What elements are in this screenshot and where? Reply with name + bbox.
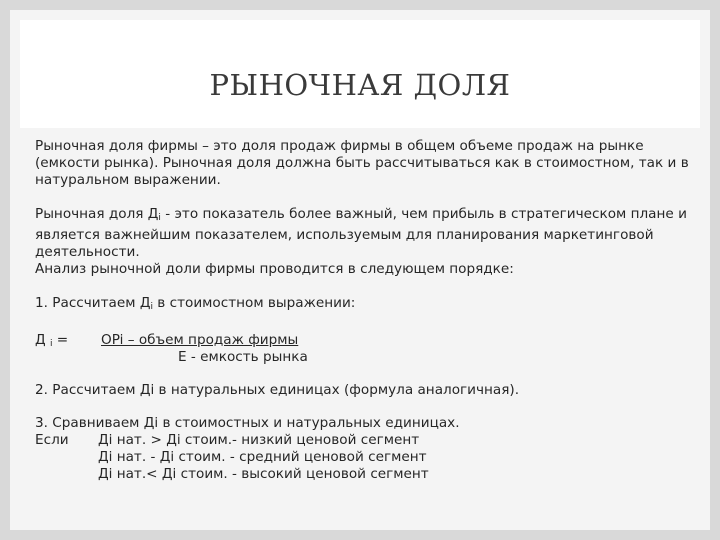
step-1-subscript: i [150, 302, 153, 312]
if-label: Если [35, 432, 69, 448]
comparison-low: Дi нат. > Дi стоим.- низкий ценовой сегмент [98, 432, 420, 448]
slide-body [35, 138, 695, 483]
importance-rest: - это показатель более важный, чем прибыль в стратегическом плане и является важнейшим показателем, используемым для планирования маркетинговой деятельности. [35, 206, 687, 260]
importance-subscript: i [158, 213, 161, 223]
slide-title: РЫНОЧНАЯ ДОЛЯ [209, 68, 511, 102]
formula-equals: = [52, 332, 69, 348]
step-1-prefix: 1. Рассчитаем Д [35, 295, 151, 311]
paragraph-importance [35, 206, 695, 261]
formula-subscript: i [49, 339, 53, 349]
formula-denominator: E - емкость рынка [178, 349, 308, 365]
slide [10, 10, 710, 530]
comparison-row-high [35, 466, 695, 483]
importance-prefix: Рыночная доля Д [35, 206, 159, 222]
formula [35, 332, 695, 366]
formula-symbol: Д [35, 332, 46, 348]
title-band [20, 20, 700, 128]
formula-numerator: OPi – объем продаж фирмы [101, 332, 299, 348]
comparison-row-mid [35, 449, 695, 466]
step-1-rest: в стоимостном выражении: [152, 295, 356, 311]
step-2: 2. Рассчитаем Дi в натуральных единицах (формула аналогичная). [35, 382, 520, 398]
comparison-row-low [35, 432, 695, 449]
comparison-mid: Дi нат. - Дi стоим. - средний ценовой сегмент [98, 449, 427, 465]
comparison-high: Дi нат.< Дi стоим. - высокий ценовой сегмент [98, 466, 429, 482]
paragraph-analysis-order: Анализ рыночной доли фирмы проводится в следующем порядке: [35, 261, 514, 277]
paragraph-definition: Рыночная доля фирмы – это доля продаж фирмы в общем объеме продаж на рынке (емкости рынка). Рыночная доля должна быть рассчитываться как в стоимостном, так и в натуральном выражении. [35, 138, 689, 188]
step-3: 3. Сравниваем Дi в стоимостных и натуральных единицах. [35, 415, 460, 431]
formula-lhs [35, 332, 68, 353]
step-1 [35, 295, 695, 316]
